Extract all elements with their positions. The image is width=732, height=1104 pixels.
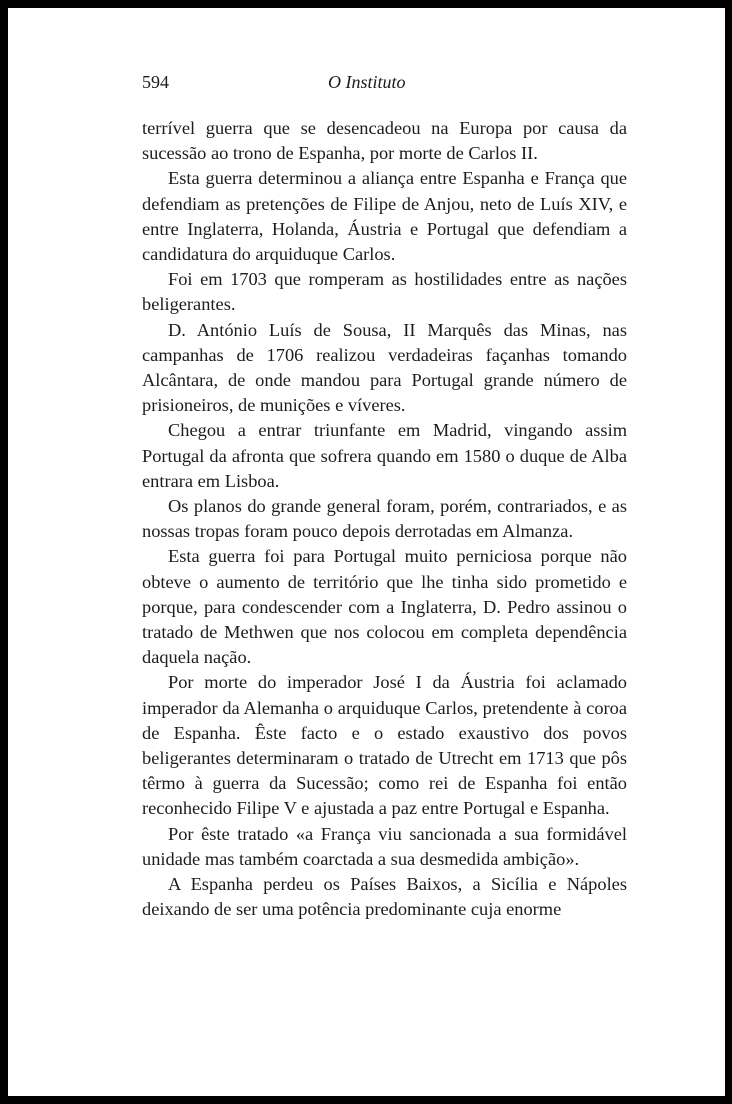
paragraph: Esta guerra foi para Portugal muito perniciosa porque não obteve o aumento de território que lhe tinha sido prometido e porque, para condescender com a Inglaterra, D. Pedro assinou o tratado de Methwen que nos colocou em completa dependência daquela nação. bbox=[142, 546, 627, 668]
running-title: O Instituto bbox=[328, 72, 406, 92]
paragraph: Foi em 1703 que romperam as hostilidades entre as nações beligerantes. bbox=[142, 269, 627, 315]
paragraph: D. António Luís de Sousa, II Marquês das Minas, nas campanhas de 1706 realizou verdadeiras façanhas tomando Alcântara, de onde mandou para Portugal grande número de prisioneiros, de munições e víveres. bbox=[142, 319, 627, 416]
body-text bbox=[142, 116, 627, 923]
paragraph: A Espanha perdeu os Países Baixos, a Sicília e Nápoles deixando de ser uma potência predominante cuja enorme bbox=[142, 874, 627, 920]
paragraph: Por morte do imperador José I da Áustria foi aclamado imperador da Alemanha o arquiduque Carlos, pretendente à coroa de Espanha. Êste facto e o estado exaustivo dos povos beligerantes determinaram o tratado de Utrecht em 1713 que pôs têrmo à guerra da Sucessão; como rei de Espanha foi então reconhecido Filipe V e ajustada a paz entre Portugal e Espanha. bbox=[142, 672, 627, 819]
paragraph: Os planos do grande general foram, porém, contrariados, e as nossas tropas foram pouco depois derrotadas em Almanza. bbox=[142, 496, 627, 542]
page-header bbox=[142, 72, 627, 98]
paragraph-continuation: terrível guerra que se desencadeou na Europa por causa da sucessão ao trono de Espanha, por morte de Carlos II. bbox=[142, 118, 627, 164]
paragraph: Chegou a entrar triunfante em Madrid, vingando assim Portugal da afronta que sofrera quando em 1580 o duque de Alba entrara em Lisboa. bbox=[142, 420, 627, 491]
paragraph: Esta guerra determinou a aliança entre Espanha e França que defendiam as pretenções de Filipe de Anjou, neto de Luís XIV, e entre Inglaterra, Holanda, Áustria e Portugal que defendiam a candidatura do arquiduque Carlos. bbox=[142, 168, 627, 265]
paragraph: Por êste tratado «a França viu sancionada a sua formidável unidade mas também coarctada a sua desmedida ambição». bbox=[142, 823, 627, 869]
page-number: 594 bbox=[142, 72, 169, 92]
